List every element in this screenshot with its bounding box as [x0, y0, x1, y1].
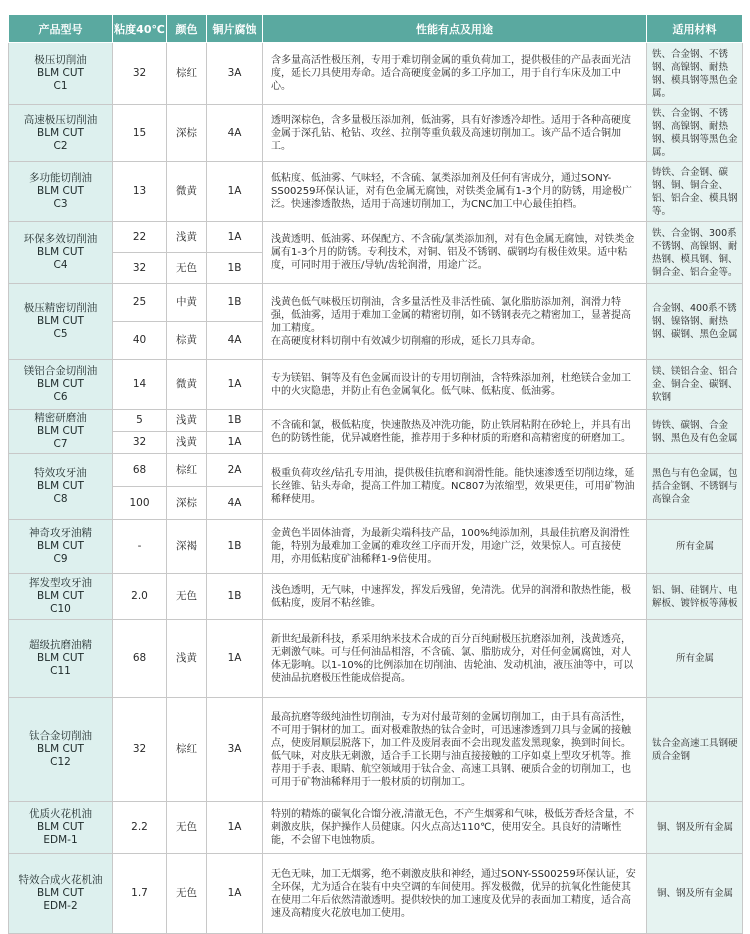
product-model-line: 精密研磨油 [34, 412, 87, 424]
product-model-line: 极压切削油 [34, 54, 87, 66]
performance-cell [263, 43, 647, 105]
product-model-line: 优质火花机油 [29, 808, 92, 820]
product-model-line: C1 [53, 80, 68, 92]
materials-cell: 合金钢、400系不锈钢、镍铬钢、耐热钢、碳钢、黑色金属 [647, 284, 743, 360]
viscosity-cell: 32 [113, 698, 167, 802]
header-model: 产品型号 [9, 15, 113, 43]
performance-text: 新世纪最新科技，系采用纳米技术合成的百分百纯耐极压抗磨添加剂，浅黄透亮，无刺激气味。可与任何油品相溶，不含硫、氯、脂肪成分，对任何金属腐蚀，对人体无影响。以1-10%的比例添加在切削油、齿轮油、发动机油，液压油等中，可以使油品抗磨极压性能成倍提高。 [271, 633, 634, 684]
corrosion-cell: 1B [207, 574, 263, 620]
color-cell: 无色 [167, 854, 207, 934]
color-cell: 浅黄 [167, 222, 207, 253]
color-cell: 深褐 [167, 520, 207, 574]
header-corrosion: 铜片腐蚀 [207, 15, 263, 43]
corrosion-cell: 1B [207, 253, 263, 284]
corrosion-cell: 4A [207, 322, 263, 360]
table-row [9, 360, 743, 410]
corrosion-cell: 1A [207, 432, 263, 454]
corrosion-cell: 4A [207, 105, 263, 162]
corrosion-cell: 3A [207, 698, 263, 802]
performance-text: 最高抗磨等级纯油性切削油，专为对付最苛刻的金属切削加工，由于具有高活性，不可用于铜材的加工。面对极难散热的钛合金时，可迅速渗透到刀具与金属的接触点，使废屑顺层脱落下，加工件及废屑表面不会出现发蓝发黑现象，换到时间长。低气味，对皮肤无刺激，适合手工长期与油直接接触的工序如桌上型攻牙机等。推荐用于手表、眼睛、航空领域用于钛合金、高速工具钢、硬质合金的切削加工，也可用于矿物油稀释用于一般材质的切削加工。 [271, 711, 631, 788]
table-row [9, 574, 743, 620]
product-model-cell [9, 162, 113, 222]
product-model-line: 环保多效切削油 [23, 233, 98, 245]
performance-cell [263, 222, 647, 284]
viscosity-cell: 2.2 [113, 802, 167, 854]
color-cell: 浅黄 [167, 410, 207, 432]
product-model-line: 特效合成火花机油 [18, 874, 103, 886]
viscosity-cell: 32 [113, 43, 167, 105]
product-model-line: C12 [50, 756, 71, 768]
product-model-cell [9, 854, 113, 934]
product-model-line: C5 [53, 328, 68, 340]
materials-cell: 铸铁、碳钢、合金钢、黑色及有色金属 [647, 410, 743, 454]
table-row [9, 162, 743, 222]
product-model-cell [9, 410, 113, 454]
materials-cell: 铁、合金钢、不锈钢、高镍钢、耐热钢、模具钢等黑色金属。 [647, 43, 743, 105]
color-cell: 棕黄 [167, 322, 207, 360]
color-cell: 棕红 [167, 454, 207, 487]
product-model-cell [9, 284, 113, 360]
viscosity-cell: 32 [113, 432, 167, 454]
product-model-line: BLM CUT [37, 540, 84, 552]
header-performance: 性能有点及用途 [263, 15, 647, 43]
product-model-line: BLM CUT [37, 378, 84, 390]
performance-cell [263, 454, 647, 520]
table-row [9, 43, 743, 105]
materials-cell: 铝、铜、硅钢片、电解板、镀锌板等薄板 [647, 574, 743, 620]
performance-text: 专为镁铝、铜等及有色金属而设计的专用切削油，含特殊添加剂，杜绝镁合金加工中的火灾隐患，并防止有色金属氧化。低气味、低粘度、低油雾。 [271, 372, 631, 397]
product-model-line: 挥发型攻牙油 [29, 577, 92, 589]
performance-cell [263, 854, 647, 934]
product-model-line: BLM CUT [37, 590, 84, 602]
product-model-line: 多功能切削油 [29, 172, 92, 184]
product-model-line: 超级抗磨油精 [29, 639, 92, 651]
product-model-line: 镁铝合金切削油 [23, 365, 98, 377]
materials-cell: 所有金属 [647, 520, 743, 574]
viscosity-cell: 22 [113, 222, 167, 253]
materials-cell: 所有金属 [647, 620, 743, 698]
product-model-line: C9 [53, 553, 68, 565]
materials-cell: 铁、合金钢、300系不锈钢、高镍钢、耐热钢、模具钢、铜、铜合金、铝合金等。 [647, 222, 743, 284]
viscosity-cell: - [113, 520, 167, 574]
viscosity-cell: 32 [113, 253, 167, 284]
product-model-line: BLM CUT [37, 887, 84, 899]
corrosion-cell: 1B [207, 284, 263, 322]
performance-cell [263, 284, 647, 360]
viscosity-cell: 15 [113, 105, 167, 162]
corrosion-cell: 1B [207, 410, 263, 432]
viscosity-cell: 25 [113, 284, 167, 322]
performance-cell [263, 698, 647, 802]
header-row [9, 15, 743, 43]
product-model-cell [9, 802, 113, 854]
product-model-line: BLM CUT [37, 425, 84, 437]
performance-text: 无色无味，加工无烟雾，绝不刺激皮肤和神经，通过SONY-SS00259环保认证，安全环保，尤为适合在装有中央空调的车间使用。挥发极微，优异的抗氧化性能使其在使用二年后依然清澈透明。提供较快的加工速度及优异的表面加工精度，适合高速及高精度火花放电加工使用。 [271, 868, 636, 919]
product-model-cell [9, 43, 113, 105]
performance-cell [263, 360, 647, 410]
viscosity-cell: 68 [113, 620, 167, 698]
color-cell: 浅黄 [167, 432, 207, 454]
corrosion-cell: 4A [207, 487, 263, 520]
product-model-line: 特效攻牙油 [34, 467, 87, 479]
performance-text: 极重负荷攻丝/钻孔专用油，提供极佳抗磨和润滑性能。能快速渗透至切削边缘，延长丝锥、钻头寿命，提高工件加工精度。NC807为浓缩型，效果更佳，可用矿物油稀释使用。 [271, 468, 635, 505]
table-row [9, 854, 743, 934]
product-model-cell [9, 454, 113, 520]
product-model-line: 高速极压切削油 [23, 113, 98, 126]
color-cell: 浅黄 [167, 620, 207, 698]
viscosity-cell: 2.0 [113, 574, 167, 620]
performance-cell [263, 162, 647, 222]
corrosion-cell: 3A [207, 43, 263, 105]
viscosity-cell: 1.7 [113, 854, 167, 934]
product-model-line: 极压精密切削油 [23, 302, 98, 314]
table-row [9, 284, 743, 322]
color-cell: 中黄 [167, 284, 207, 322]
materials-cell: 铜、钢及所有金属 [647, 854, 743, 934]
performance-cell [263, 620, 647, 698]
performance-cell [263, 410, 647, 454]
product-model-cell [9, 105, 113, 162]
corrosion-cell: 1B [207, 520, 263, 574]
product-model-line: BLM CUT [37, 821, 84, 833]
corrosion-cell: 1A [207, 162, 263, 222]
product-model-line: BLM CUT [37, 126, 84, 139]
product-model-line: BLM CUT [37, 246, 84, 258]
performance-text: 浅黄色低气味极压切削油，含多量活性及非活性硫、氯化脂肪添加剂，润滑力特强，低油雾，适用于难加工金属的精密切削，如不锈钢表壳之精密加工，显著提高加工精度。 [271, 296, 631, 334]
corrosion-cell: 1A [207, 620, 263, 698]
product-model-line: C4 [53, 259, 68, 271]
product-model-line: EDM-1 [43, 834, 78, 846]
performance-text: 特别的精炼的碳氧化合馏分液,清澈无色，不产生烟雾和气味，极低芳香烃含量，不刺激皮肤，保护操作人员健康。闪火点高达110℃，使用安全。具良好的清晰性能，不会留下电蚀物质。 [271, 809, 635, 846]
materials-cell: 黑色与有色金属，包括合金钢、不锈钢与高镍合金 [647, 454, 743, 520]
performance-note: 在高硬度材料切削中有效减少切削瘤的形成，延长刀具寿命。 [271, 335, 541, 347]
performance-text: 透明深棕色，含多量极压添加剂，低油雾，具有好渗透冷却性。适用于各种高硬度金属于深孔钻、枪钻、攻丝、拉削等重负载及高速切削加工。该产品不适合铜加工。 [271, 114, 631, 152]
color-cell: 深棕 [167, 487, 207, 520]
product-model-line: C7 [53, 438, 68, 450]
product-model-cell [9, 574, 113, 620]
materials-cell: 铜、钢及所有金属 [647, 802, 743, 854]
performance-cell [263, 574, 647, 620]
color-cell: 无色 [167, 802, 207, 854]
performance-text: 浅黄透明、低油雾、环保配方、不含硫/氯类添加剂，对有色金属无腐蚀，对铁类金属有1-3个月的防锈。专利技术，对铜、铝及不锈钢、碳钢均有极佳效果。适中粘度，可同时用于液压/导轨/齿轮润滑，用途广泛。 [271, 234, 635, 271]
product-model-cell [9, 620, 113, 698]
header-viscosity: 粘度40℃ [113, 15, 167, 43]
table-row [9, 698, 743, 802]
table-body [9, 43, 743, 934]
product-model-cell [9, 222, 113, 284]
viscosity-cell: 100 [113, 487, 167, 520]
header-materials: 适用材料 [647, 15, 743, 43]
performance-text: 金黄色半固体油膏，为最新尖端科技产品，100%纯添加剂，具最佳抗磨及润滑性能，特别为最难加工金属的难攻丝工序而开发，用途广泛，效果惊人。可直接使用，亦用低粘度矿油稀释1-9倍使用。 [271, 528, 630, 565]
product-table [8, 14, 743, 934]
product-model-cell [9, 520, 113, 574]
product-model-line: BLM CUT [37, 315, 84, 327]
viscosity-cell: 13 [113, 162, 167, 222]
color-cell: 棕红 [167, 43, 207, 105]
viscosity-cell: 5 [113, 410, 167, 432]
performance-text: 含多量高活性极压剂，专用于难切削金属的重负荷加工，提供极佳的产品表面光洁度，延长刀具使用寿命。适合高硬度金属的多工序加工，用于自行车床及加工中心。 [271, 55, 631, 92]
performance-text: 浅色透明，无气味，中速挥发，挥发后残留，免清洗。优异的润滑和散热性能，极低粘度，废屑不粘丝锥。 [271, 584, 631, 609]
corrosion-cell: 1A [207, 360, 263, 410]
header-color: 颜色 [167, 15, 207, 43]
table-row [9, 105, 743, 162]
performance-text: 不含硫和氯，极低粘度，快速散热及冲洗功能，防止铁屑粘附在砂轮上，并具有出色的防锈性能，优异减磨性能，推荐用于多种材质的珩磨和高精密度的研磨加工。 [271, 419, 631, 444]
materials-cell: 铸铁、合金钢、碳钢、铜、铜合金、铝、铝合金、模具钢等。 [647, 162, 743, 222]
materials-cell: 镁、镁铝合金、铝合金、铜合金、碳钢、软钢 [647, 360, 743, 410]
performance-text: 低粘度、低油雾、气味轻，不含硫、氯类添加剂及任何有害成分，通过SONY-SS00259环保认证，对有色金属无腐蚀，对铁类金属有1-3个月的防锈，用途极广泛。快速渗透散热，适用于高速切削加工，为CNC加工中心最佳拍档。 [271, 173, 632, 210]
product-model-line: BLM CUT [37, 185, 84, 197]
color-cell: 棕红 [167, 698, 207, 802]
corrosion-cell: 1A [207, 222, 263, 253]
product-model-line: C2 [53, 139, 68, 152]
product-spec-sheet [8, 14, 742, 934]
product-model-line: C6 [53, 391, 68, 403]
table-row [9, 410, 743, 432]
product-model-line: EDM-2 [43, 900, 78, 912]
table-row [9, 620, 743, 698]
table-row [9, 802, 743, 854]
product-model-cell [9, 360, 113, 410]
performance-cell [263, 520, 647, 574]
product-model-line: C10 [50, 603, 71, 615]
product-model-line: BLM CUT [37, 652, 84, 664]
product-model-line: BLM CUT [37, 67, 84, 79]
materials-cell: 钛合金高速工具钢硬质合金钢 [647, 698, 743, 802]
product-model-line: BLM CUT [37, 480, 84, 492]
corrosion-cell: 2A [207, 454, 263, 487]
corrosion-cell: 1A [207, 854, 263, 934]
product-model-line: BLM CUT [37, 743, 84, 755]
color-cell: 无色 [167, 574, 207, 620]
color-cell: 微黄 [167, 360, 207, 410]
color-cell: 深棕 [167, 105, 207, 162]
materials-cell: 铁、合金钢、不锈钢、高镍钢、耐热钢、模具钢等黑色金属。 [647, 105, 743, 162]
color-cell: 无色 [167, 253, 207, 284]
product-model-line: C11 [50, 665, 71, 677]
performance-cell [263, 105, 647, 162]
product-model-cell [9, 698, 113, 802]
table-row [9, 520, 743, 574]
viscosity-cell: 40 [113, 322, 167, 360]
product-model-line: C3 [53, 198, 68, 210]
viscosity-cell: 14 [113, 360, 167, 410]
color-cell: 微黄 [167, 162, 207, 222]
viscosity-cell: 68 [113, 454, 167, 487]
product-model-line: 钛合金切削油 [29, 730, 92, 742]
table-row [9, 454, 743, 487]
product-model-line: 神奇攻牙油精 [29, 527, 92, 539]
table-row [9, 222, 743, 253]
product-model-line: C8 [53, 493, 68, 505]
performance-cell [263, 802, 647, 854]
corrosion-cell: 1A [207, 802, 263, 854]
